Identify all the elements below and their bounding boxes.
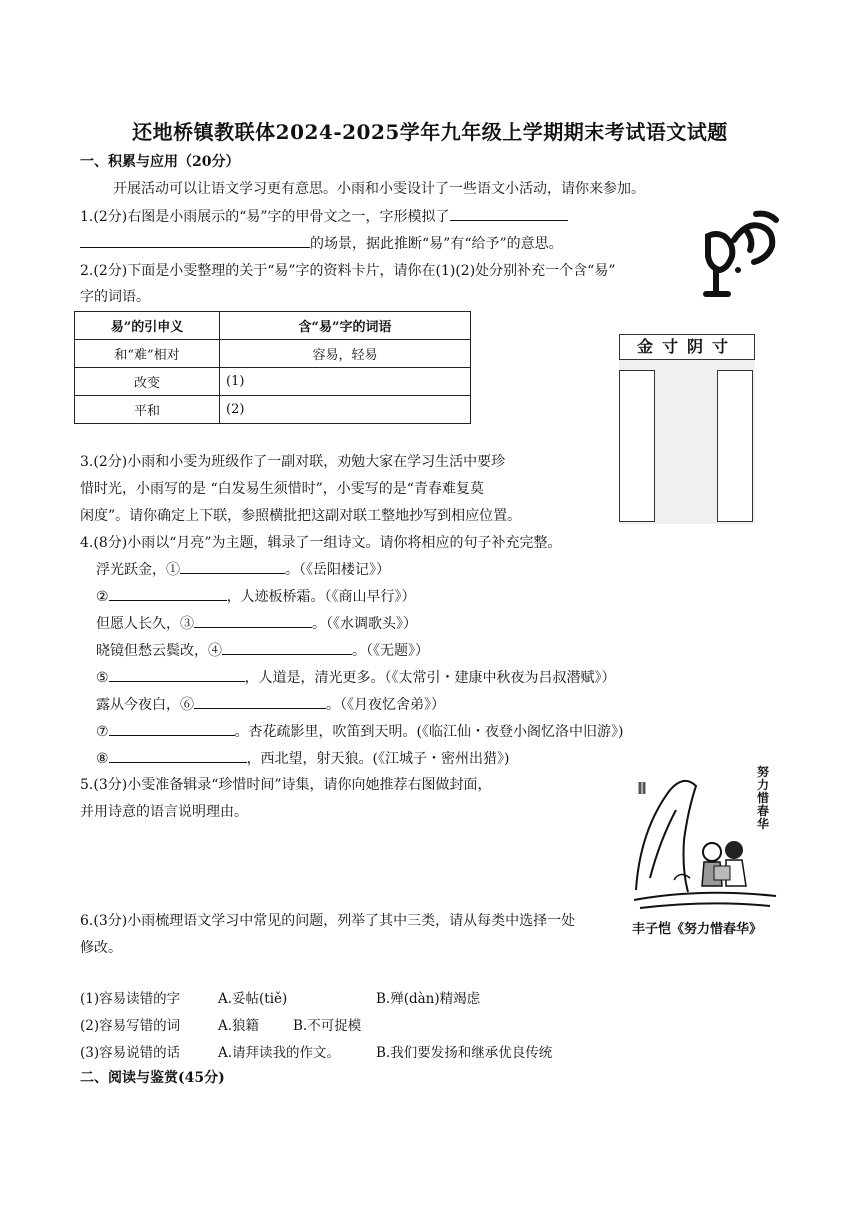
q3-line2: 惜时光，小雨写的是 “白发易生须惜时”，小雯写的是“青春难复莫 xyxy=(80,481,484,497)
q6-line2: 修改。 xyxy=(80,940,122,956)
q1-blank-2[interactable] xyxy=(80,233,310,248)
poem-5-text: ⑤ xyxy=(96,670,109,686)
poem-blank-6[interactable] xyxy=(194,694,326,709)
table-header-words: 含“易”字的词语 xyxy=(220,312,471,340)
q1-line2 xyxy=(80,233,563,254)
table-cell-meaning: 改变 xyxy=(75,368,220,396)
q3-line1: 3.(2分)小雨和小雯为班级作了一副对联，劝勉大家在学习生活中要珍 xyxy=(80,454,506,470)
q6-option-b[interactable]: B.不可捉模 xyxy=(293,1018,362,1034)
poem-blank-5[interactable] xyxy=(109,667,245,682)
yi-info-card-table xyxy=(74,311,471,424)
poem-blank-1[interactable] xyxy=(180,559,285,574)
table-cell-meaning: 和“难”相对 xyxy=(75,340,220,368)
poem-line-5 xyxy=(96,667,616,688)
q6-option-a[interactable]: A.狼籍 xyxy=(218,1018,260,1034)
table-header-meaning: 易”的引申义 xyxy=(75,312,220,340)
q6-option-label: (1)容易读错的字 xyxy=(80,991,181,1007)
poem-6-source: 。（《月夜忆舍弟》） xyxy=(326,697,445,713)
table-header-row xyxy=(75,312,471,340)
poem-blank-8[interactable] xyxy=(109,748,247,763)
couplet-card-image xyxy=(619,334,755,524)
poem-line-8 xyxy=(96,748,510,769)
oracle-bone-glyph-image xyxy=(694,206,784,301)
poem-8-source: ，西北望，射天狼。(《江城子・密州出猎》) xyxy=(246,751,510,767)
poem-7-text: ⑦ xyxy=(96,724,109,740)
table-row xyxy=(75,396,471,424)
q6-option-row xyxy=(80,1041,180,1061)
poem-blank-4[interactable] xyxy=(222,640,352,655)
q6-option-a[interactable]: A.请拜读我的作文。 xyxy=(218,1045,341,1061)
q5-line2: 并用诗意的语言说明理由。 xyxy=(80,804,248,820)
q6-option-b[interactable]: B.我们要发扬和继承优良传统 xyxy=(376,1045,553,1061)
poem-1-text: 浮光跃金，① xyxy=(96,562,180,578)
q6-option-row xyxy=(80,1014,180,1034)
page-title: 还地桥镇教联体2024-2025学年九年级上学期期末考试语文试题 xyxy=(132,120,728,144)
q1-line1 xyxy=(80,206,568,227)
couplet-horizontal-scroll: 金寸阴寸 xyxy=(619,334,755,360)
poem-blank-7[interactable] xyxy=(109,721,235,736)
poem-7-source: 。杏花疏影里，吹笛到天明。(《临江仙・夜登小阁忆洛中旧游》) xyxy=(234,724,624,740)
poem-blank-2[interactable] xyxy=(109,586,227,601)
section1-heading: 一、积累与应用（20分） xyxy=(80,154,240,170)
q1-text-1: 1.(2分)右图是小雨展示的“易”字的甲骨文之一，字形模拟了 xyxy=(80,209,450,225)
poem-4-source: 。（《无题》） xyxy=(352,643,429,659)
poem-3-text: 但愿人长久，③ xyxy=(96,616,194,632)
q6-option-label: (3)容易说错的话 xyxy=(80,1045,181,1061)
poem-5-source: ，人道是，清光更多。（《太常引・建康中秋夜为吕叔潜赋》） xyxy=(244,670,616,686)
poem-line-7 xyxy=(96,721,624,742)
painting-inscription: 努力惜春华 xyxy=(756,765,769,831)
poem-8-text: ⑧ xyxy=(96,751,109,767)
poem-line-1 xyxy=(96,559,390,580)
q1-text-2: 的场景，据此推断“易”有“给予”的意思。 xyxy=(310,236,563,252)
table-row xyxy=(75,340,471,368)
q4-line1: 4.(8分)小雨以“月亮”为主题，辑录了一组诗文。请你将相应的句子补充完整。 xyxy=(80,535,562,551)
table-cell-words: 容易，轻易 xyxy=(220,340,471,368)
poem-line-6 xyxy=(96,694,445,715)
section1-intro: 开展活动可以让语文学习更有意思。小雨和小雯设计了一些语文小活动，请你来参加。 xyxy=(113,181,645,197)
poem-1-source: 。（《岳阳楼记》） xyxy=(285,562,390,578)
couplet-right-scroll[interactable] xyxy=(717,370,753,522)
poem-line-4 xyxy=(96,640,429,661)
q2-line1: 2.(2分)下面是小雯整理的关于“易”字的资料卡片，请你在(1)(2)处分别补充一个含“易” xyxy=(80,263,616,279)
poem-line-3 xyxy=(96,613,417,634)
table-cell-answer-1[interactable]: (1) xyxy=(220,368,471,396)
q1-blank-1[interactable] xyxy=(450,206,568,221)
poem-2-source: ，人迹板桥霜。（《商山早行》） xyxy=(226,589,416,605)
poem-blank-3[interactable] xyxy=(194,613,312,628)
painting-caption: 丰子恺《努力惜春华》 xyxy=(632,922,763,937)
q6-line1: 6.(3分)小雨梳理语文学习中常见的问题，列举了其中三类，请从每类中选择一处 xyxy=(80,913,576,929)
q2-line2: 字的词语。 xyxy=(80,289,150,305)
q5-line1: 5.(3分)小雯准备辑录“珍惜时间”诗集，请你向她推荐右图做封面， xyxy=(80,777,492,793)
poem-4-text: 晓镜但愁云鬓改，④ xyxy=(96,643,222,659)
table-cell-answer-2[interactable]: (2) xyxy=(220,396,471,424)
q6-option-row xyxy=(80,987,180,1007)
q6-option-label: (2)容易写错的词 xyxy=(80,1018,181,1034)
couplet-left-scroll[interactable] xyxy=(619,370,655,522)
poem-2-text: ② xyxy=(96,589,109,605)
q3-line3: 闲度”。请你确定上下联，参照横批把这副对联工整地抄写到相应位置。 xyxy=(80,508,522,524)
q6-option-b[interactable]: B.殚(dàn)精竭虑 xyxy=(376,991,481,1007)
section2-heading: 二、阅读与鉴赏(45分) xyxy=(80,1070,225,1086)
table-cell-meaning: 平和 xyxy=(75,396,220,424)
poem-3-source: 。（《水调歌头》） xyxy=(312,616,417,632)
poem-6-text: 露从今夜白，⑥ xyxy=(96,697,194,713)
q6-option-a[interactable]: A.妥帖(tiě) xyxy=(218,991,288,1007)
table-row xyxy=(75,368,471,396)
poem-line-2 xyxy=(96,586,416,607)
